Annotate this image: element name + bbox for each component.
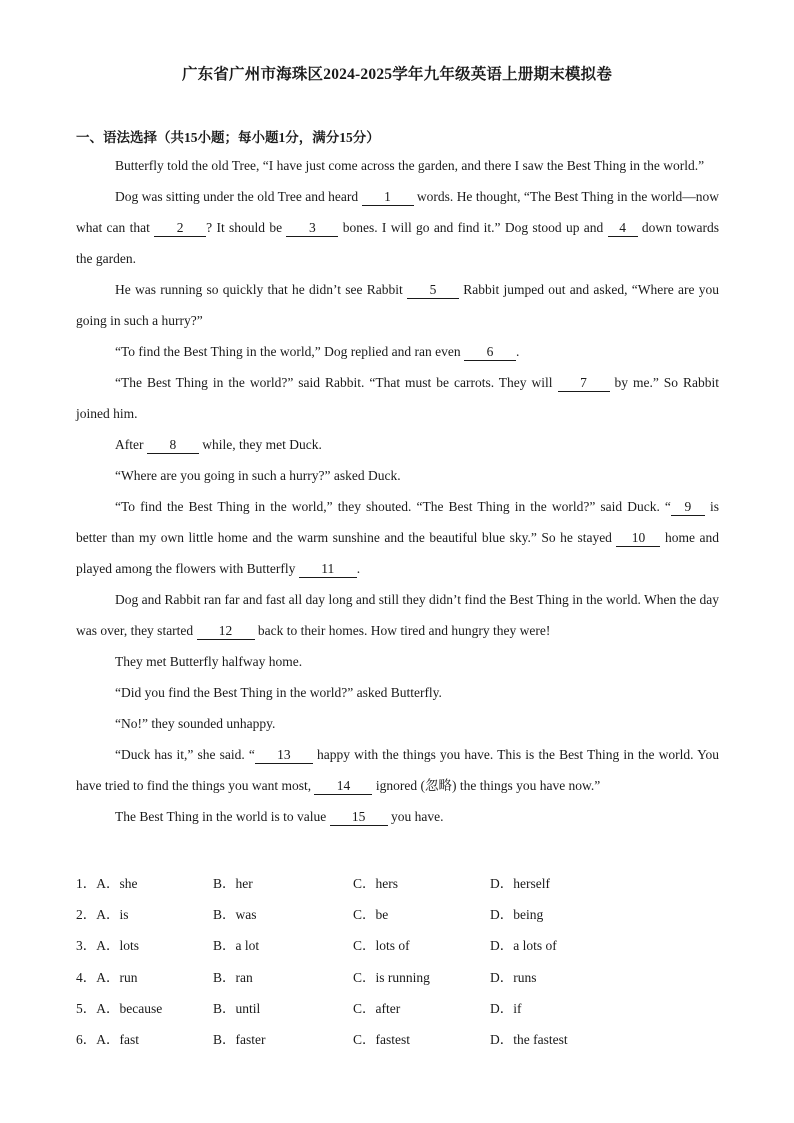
option-b[interactable]: B．a lot (213, 938, 260, 954)
passage-paragraph: He was running so quickly that he didn’t see Rabbit 5 Rabbit jumped out and asked, “Where are you going in such a hurry?” (76, 282, 719, 328)
passage-paragraph: They met Butterfly halfway home. (115, 654, 303, 669)
blank-9: 9 (671, 499, 705, 516)
passage-paragraph: “To find the Best Thing in the world,” they shouted. “The Best Thing in the world?” said Duck. “ 9 is better than my own little home and the warm sunshine and the beautiful blue sky.” So he stayed 10 home and played among the flowers with Butterfly 11 . (76, 499, 720, 576)
blank-15: 15 (330, 809, 388, 826)
blank-11: 11 (299, 561, 357, 578)
option-a[interactable]: 1．A．she (76, 876, 138, 891)
blank-12: 12 (197, 623, 255, 640)
option-d[interactable]: D．a lots of (490, 938, 557, 954)
blank-3: 3 (286, 220, 338, 237)
option-a[interactable]: 5．A．because (76, 1000, 163, 1016)
option-a[interactable]: 6．A．fast (76, 1031, 139, 1047)
blank-2: 2 (154, 220, 206, 237)
blank-4: 4 (608, 220, 638, 237)
option-b[interactable]: B．her (213, 876, 253, 891)
passage-paragraph: Dog and Rabbit ran far and fast all day long and still they didn’t find the Best Thing in the world. When the day was over, they started 12 back to their homes. How tired and hungry they were! (76, 592, 719, 638)
passage-paragraph: “Where are you going in such a hurry?” asked Duck. (115, 468, 401, 483)
option-c[interactable]: C．lots of (353, 938, 410, 954)
option-d[interactable]: D．runs (490, 969, 537, 985)
passage-paragraph: Dog was sitting under the old Tree and heard 1 words. He thought, “The Best Thing in the world—now what can that 2 ? It should be 3 bones. I will go and find it.” Dog stood up and 4 down towards the garden. (76, 189, 720, 266)
passage-paragraph: “No!” they sounded unhappy. (115, 716, 276, 731)
answer-options (76, 868, 719, 1055)
option-row (76, 1024, 719, 1055)
option-d[interactable]: D．the fastest (490, 1031, 568, 1047)
blank-8: 8 (147, 437, 199, 454)
option-c[interactable]: C．after (353, 1000, 401, 1016)
page-title: 广东省广州市海珠区2024-2025学年九年级英语上册期末模拟卷 (181, 66, 613, 83)
passage-paragraph: “Did you find the Best Thing in the world?” asked Butterfly. (115, 685, 442, 700)
blank-1: 1 (362, 189, 414, 206)
option-d[interactable]: D．if (490, 1000, 522, 1016)
passage (76, 150, 719, 832)
option-row (76, 868, 719, 899)
blank-7: 7 (558, 375, 610, 392)
section-heading: 一、语法选择（共15小题；每小题1分，满分15分） (76, 130, 380, 145)
option-b[interactable]: B．faster (213, 1031, 266, 1047)
option-row (76, 962, 719, 993)
option-a[interactable]: 4．A．run (76, 969, 138, 985)
option-a[interactable]: 3．A．lots (76, 938, 140, 954)
passage-paragraph: “The Best Thing in the world?” said Rabbit. “That must be carrots. They will 7 by me.” So Rabbit joined him. (76, 375, 720, 421)
option-c[interactable]: C．hers (353, 876, 398, 891)
option-d[interactable]: D．herself (490, 876, 550, 891)
option-a[interactable]: 2．A．is (76, 907, 129, 923)
passage-paragraph: The Best Thing in the world is to value 15 you have. (115, 809, 444, 824)
option-b[interactable]: B．ran (213, 969, 253, 985)
option-b[interactable]: B．was (213, 907, 257, 923)
passage-paragraph: “To find the Best Thing in the world,” Dog replied and ran even 6 . (115, 344, 520, 359)
option-b[interactable]: B．until (213, 1000, 261, 1016)
option-c[interactable]: C．is running (353, 969, 430, 985)
option-d[interactable]: D．being (490, 907, 544, 923)
option-row (76, 993, 719, 1024)
option-c[interactable]: C．fastest (353, 1031, 410, 1047)
passage-paragraph: “Duck has it,” she said. “ 13 happy with the things you have. This is the Best Thing in the world. You have tried to find the things you want most, 14 ignored (忽略) the things you have now.” (76, 747, 719, 793)
blank-6: 6 (464, 344, 516, 361)
blank-14: 14 (314, 778, 372, 795)
option-row (76, 930, 719, 961)
blank-5: 5 (407, 282, 459, 299)
blank-10: 10 (616, 530, 660, 547)
option-c[interactable]: C．be (353, 907, 389, 923)
blank-13: 13 (255, 747, 313, 764)
passage-paragraph: Butterfly told the old Tree, “I have just come across the garden, and there I saw the Best Thing in the world.” (115, 158, 705, 173)
passage-paragraph: After 8 while, they met Duck. (115, 437, 322, 452)
option-row (76, 899, 719, 930)
